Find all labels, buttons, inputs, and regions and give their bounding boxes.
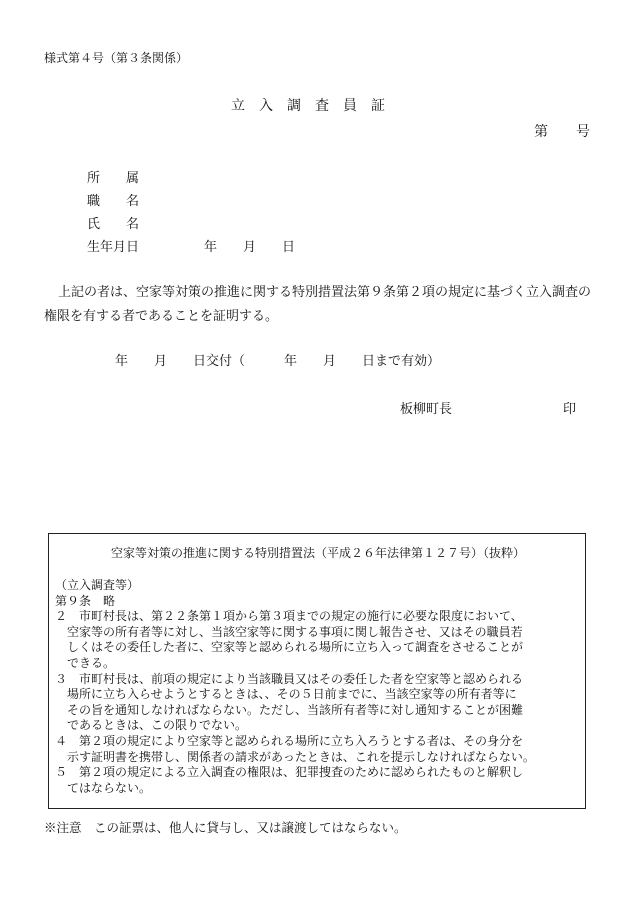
excerpt-body bbox=[55, 578, 581, 796]
field-birthdate: 生年月日 年 月 日 bbox=[87, 240, 296, 255]
excerpt-line: てはならない。 bbox=[55, 780, 152, 795]
excerpt-line: であるときは、この限りでない。 bbox=[55, 718, 248, 733]
law-excerpt-box bbox=[48, 533, 586, 809]
excerpt-line: （立入調査等） bbox=[55, 578, 140, 592]
certificate-number: 第 号 bbox=[534, 124, 590, 140]
excerpt-line: ２ 市町村長は、第２２条第１項から第３項までの規定の施行に必要な限度において、 bbox=[55, 609, 523, 624]
validity-period: 年 月 日交付（ 年 月 日まで有効） bbox=[115, 354, 441, 369]
excerpt-title: 空家等対策の推進に関する特別措置法（平成２６年法律第１２７号）（抜粋） bbox=[110, 546, 525, 560]
field-name: 氏 名 bbox=[87, 217, 140, 232]
notice-text: ※注意 この証票は、他人に貸与し、又は譲渡してはならない。 bbox=[44, 820, 407, 835]
form-id: 様式第４号（第３条関係） bbox=[44, 51, 189, 65]
seal-mark: 印 bbox=[563, 402, 577, 417]
excerpt-line: 場所に立ち入らせようとするときは、、その５日前までに、当該空家等の所有者等に bbox=[55, 687, 517, 702]
excerpt-line: 第９条 略 bbox=[55, 593, 116, 608]
excerpt-line: 示す証明書を携帯し、関係者の請求があったときは、これを提示しなければならない。 bbox=[55, 749, 535, 764]
certification-text: 上記の者は、空家等対策の推進に関する特別措置法第９条第２項の規定に基づく立入調査の権限を有する者であることを証明する。 bbox=[44, 285, 592, 324]
excerpt-line: ３ 市町村長は、前項の規定により当該職員又はその委任した者を空家等と認められる bbox=[55, 671, 524, 686]
field-position: 職 名 bbox=[87, 194, 140, 209]
excerpt-line: その旨を通知しなければならない。ただし、当該所有者等に対し通知することが困難 bbox=[55, 702, 524, 717]
excerpt-line: ４ 第２項の規定により空家等と認められる場所に立ち入ろうとする者は、その身分を bbox=[55, 733, 524, 748]
excerpt-line: 空家等の所有者等に対し、当該空家等に関する事項に関し報告させ、又はその職員若 bbox=[55, 624, 523, 639]
issuer: 板柳町長 bbox=[400, 402, 453, 417]
excerpt-line: ５ 第２項の規定による立入調査の権限は、犯罪捜査のために認められたものと解釈し bbox=[55, 765, 524, 780]
excerpt-line: しくはその委任した者に、空家等と認められる場所に立ち入って調査をさせることが bbox=[55, 640, 524, 655]
excerpt-line: できる。 bbox=[55, 655, 116, 670]
document-title: 立入調査員証 bbox=[231, 98, 399, 114]
field-affiliation: 所 属 bbox=[87, 171, 140, 186]
